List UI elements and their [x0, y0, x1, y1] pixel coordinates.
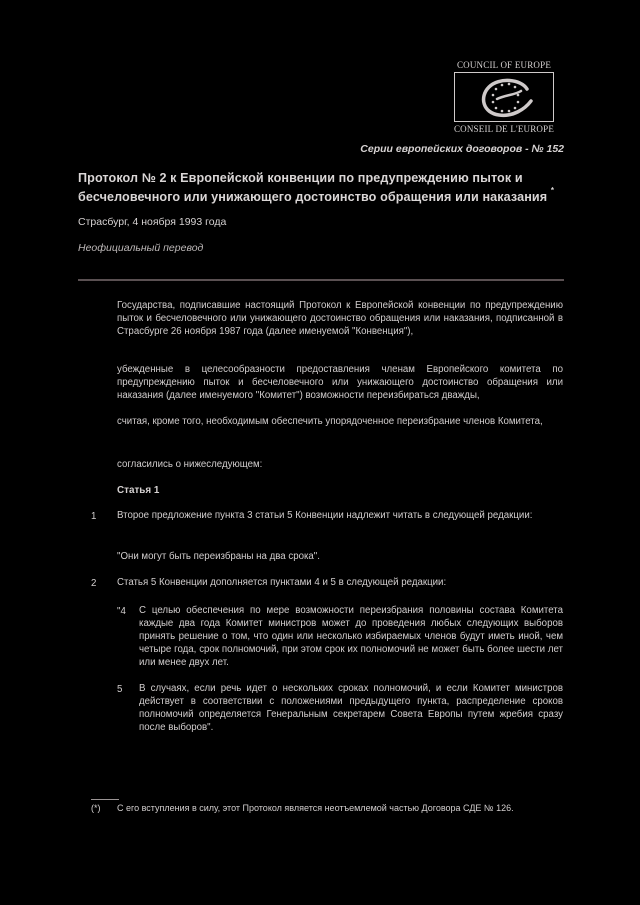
translation-note: Неофициальный перевод: [78, 242, 204, 254]
sub-item-number: "4: [117, 606, 126, 617]
footnote-divider: [91, 799, 119, 800]
article-quote: "Они могут быть переизбраны на два срока".: [117, 551, 320, 562]
article-sub-item: В случаях, если речь идет о нескольких сроках полномочий, и если Комитет министров действует в соответствии с положениями предыдущего пункта, распределение сроков полномочий определяется Генеральным секретарем Совета Европы путем жребия сразу после выборов".: [139, 683, 563, 733]
header-divider: [78, 279, 564, 281]
article-heading: Статья 1: [117, 485, 160, 496]
sub-item-number: 5: [117, 684, 123, 695]
place-date: Страсбург, 4 ноября 1993 года: [78, 216, 227, 228]
item-number: 2: [91, 578, 97, 589]
council-of-europe-emblem-icon: [454, 72, 554, 122]
article-item: Второе предложение пункта 3 статьи 5 Конвенции надлежит читать в следующей редакции:: [117, 510, 533, 521]
document-title-text: Протокол № 2 к Европейской конвенции по предупреждению пыток и бесчеловечного или унижающего достоинство обращения или наказания: [78, 171, 548, 205]
treaty-series-label: Серии европейских договоров - № 152: [360, 143, 564, 155]
preamble-paragraph: согласились о нижеследующем:: [117, 459, 263, 470]
item-number: 1: [91, 511, 97, 522]
footnote-text: С его вступления в силу, этот Протокол является неотъемлемой частью Договора СДЕ № 126.: [117, 803, 514, 813]
logo-top-text: COUNCIL OF EUROPE: [456, 60, 552, 70]
footnote-mark: (*): [91, 803, 101, 813]
logo-bottom-text: CONSEIL DE L'EUROPE: [453, 124, 555, 134]
council-of-europe-logo: [452, 60, 556, 134]
article-sub-item: С целью обеспечения по мере возможности переизбрания половины состава Комитета каждые два года Комитет министров может до проведения любых следующих выборов принять решение о том, что один или несколько избираемых членов будут иметь иной, чем четыре года, срок полномочий, при этом срок их полномочий не может быть более шести лет или менее двух лет.: [139, 605, 563, 668]
preamble-paragraph: считая, кроме того, необходимым обеспечить упорядоченное переизбрание членов Комитета,: [117, 416, 543, 427]
preamble-paragraph: Государства, подписавшие настоящий Протокол к Европейской конвенции по предупреждению пыток и бесчеловечного или унижающего достоинство обращения или наказания, подписанной в Страсбурге 26 ноября 1987 года (далее именуемой "Конвенция"),: [117, 300, 563, 337]
document-title: [78, 170, 568, 205]
title-footnote-mark[interactable]: *: [550, 186, 555, 195]
preamble-paragraph: убежденные в целесообразности предоставления членам Европейского комитета по предупреждению пыток и бесчеловечного или унижающего достоинство обращения или наказания (далее именуемого "Комитет") возможности переизбираться дважды,: [117, 364, 563, 401]
article-item: Статья 5 Конвенции дополняется пунктами 4 и 5 в следующей редакции:: [117, 577, 447, 588]
